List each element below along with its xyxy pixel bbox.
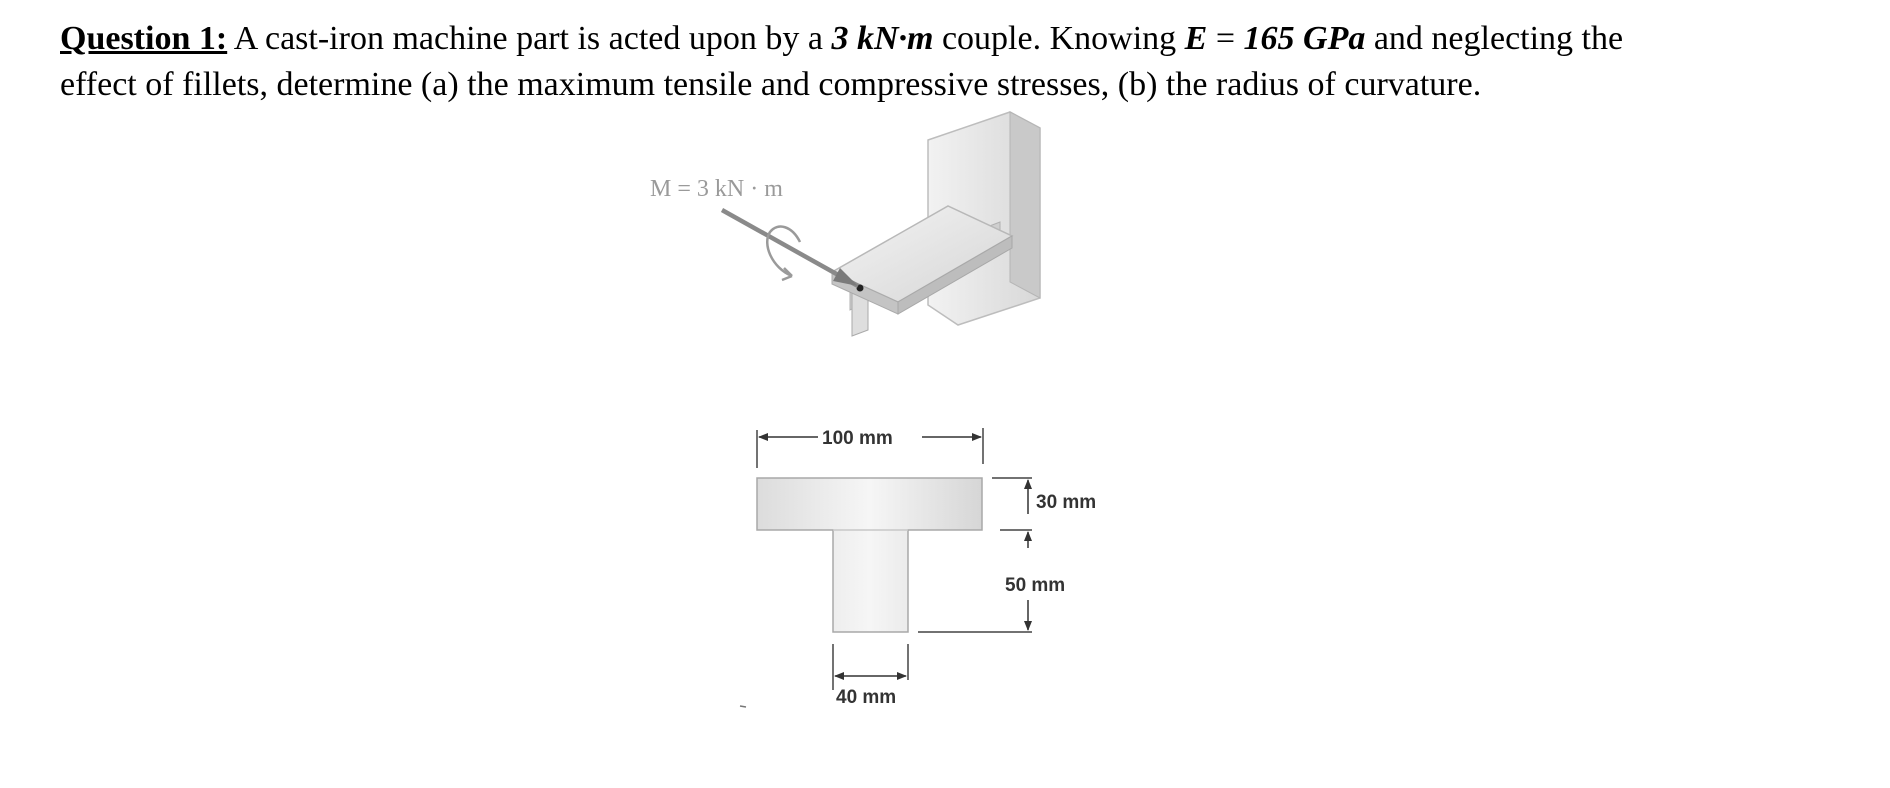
dimension-web-width bbox=[833, 644, 908, 708]
modulus-symbol: E bbox=[1184, 20, 1208, 57]
dimension-flange-width bbox=[757, 428, 983, 468]
scan-speck bbox=[740, 706, 746, 707]
flange-width-label: 100 mm bbox=[822, 428, 893, 449]
cantilever-sketch bbox=[650, 112, 1040, 336]
modulus-value: 165 GPa bbox=[1243, 20, 1366, 57]
question-text-line-2: effect of fillets, determine (a) the maximum tensile and compressive stresses, (b) the radius of curvature. bbox=[60, 66, 1482, 103]
t-section-shape bbox=[757, 478, 982, 632]
web-width-label: 40 mm bbox=[836, 687, 897, 708]
flange-thickness-label: 30 mm bbox=[1036, 492, 1097, 513]
question-text-part-2: couple. Knowing bbox=[933, 20, 1185, 57]
question-label: Question 1: bbox=[60, 20, 228, 57]
question-text-part-3: and neglecting the bbox=[1365, 20, 1624, 57]
t-section bbox=[757, 478, 982, 632]
question-text-part-1: A cast-iron machine part is acted upon by a bbox=[227, 20, 832, 57]
web-height-label: 50 mm bbox=[1005, 575, 1066, 596]
equals-sign: = bbox=[1207, 20, 1244, 57]
wall-side bbox=[1010, 112, 1040, 298]
moment-label: M = 3 kN · m bbox=[650, 176, 783, 202]
moment-value: 3 kN·m bbox=[831, 20, 934, 57]
